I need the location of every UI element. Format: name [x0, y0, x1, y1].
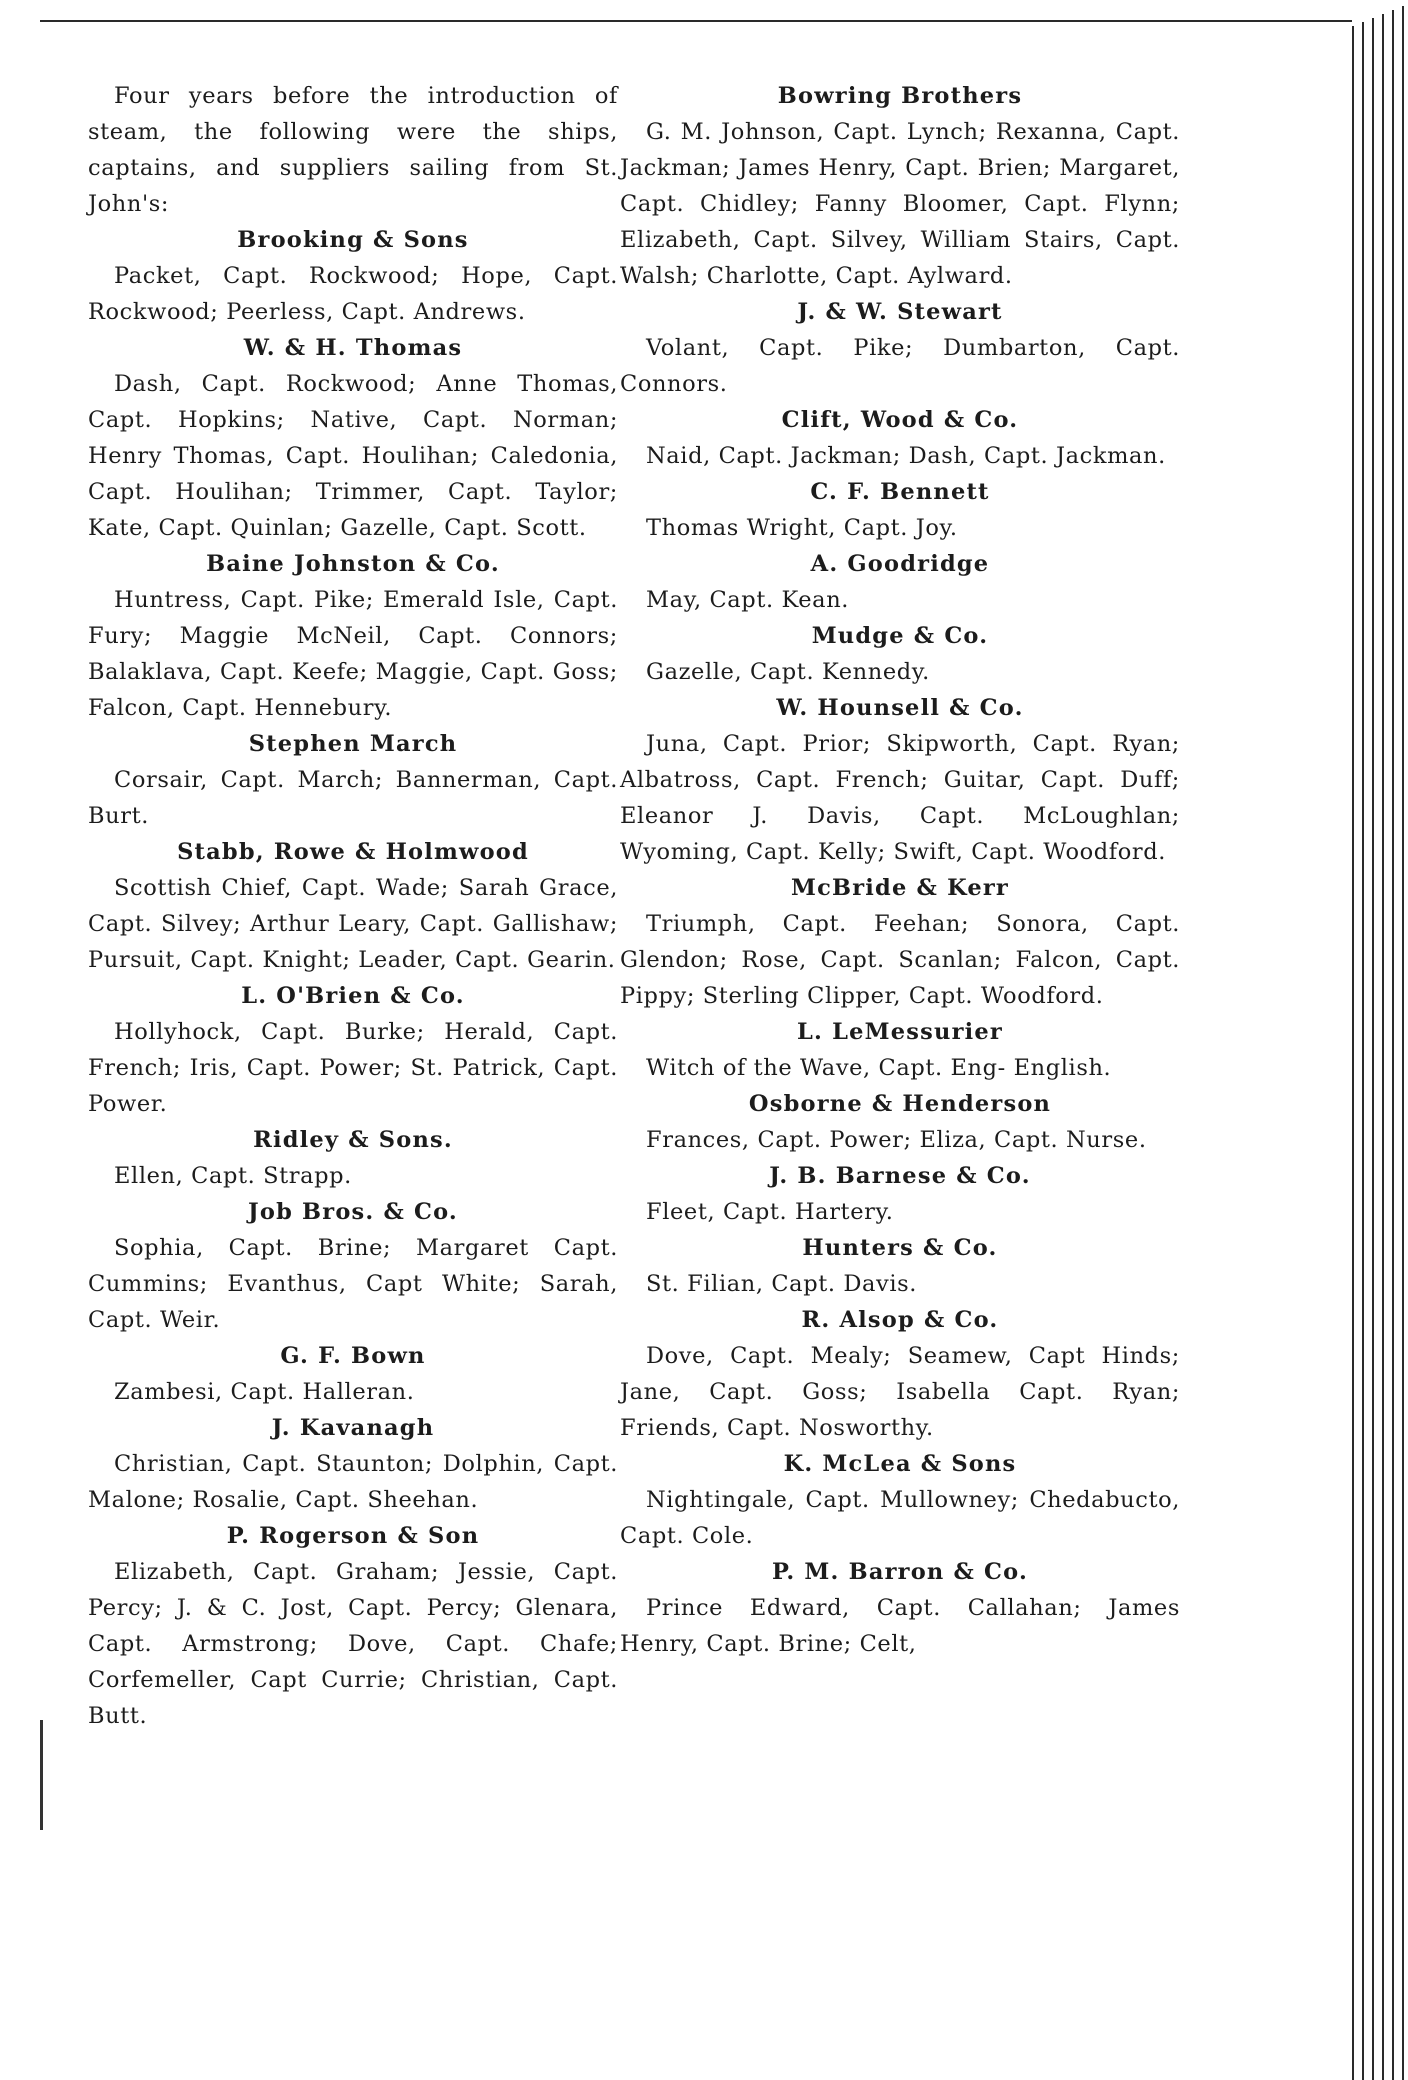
ship-list: Prince Edward, Capt. Callahan; James Henry, Capt. Brine; Celt,	[620, 1595, 1180, 1657]
ship-list: Corsair, Capt. March; Bannerman, Capt. Burt.	[88, 767, 618, 829]
ship-list: Volant, Capt. Pike; Dumbarton, Capt. Connors.	[620, 335, 1180, 397]
ship-list: Frances, Capt. Power; Eliza, Capt. Nurse.	[646, 1127, 1147, 1153]
ship-list: St. Filian, Capt. Davis.	[646, 1271, 918, 1297]
supplier-heading: Brooking & Sons	[237, 227, 469, 253]
ship-list: Fleet, Capt. Hartery.	[646, 1199, 894, 1225]
page-edge	[1392, 10, 1394, 2080]
ship-list: Triumph, Capt. Feehan; Sonora, Capt. Glendon; Rose, Capt. Scanlan; Falcon, Capt. Pippy; Sterling Clipper, Capt. Woodford.	[620, 911, 1180, 1009]
ship-list: Nightingale, Capt. Mullowney; Chedabucto, Capt. Cole.	[620, 1487, 1180, 1549]
ship-list: Christian, Capt. Staunton; Dolphin, Capt. Malone; Rosalie, Capt. Sheehan.	[88, 1451, 618, 1513]
ship-list: Thomas Wright, Capt. Joy.	[646, 515, 958, 541]
supplier-heading: A. Goodridge	[810, 551, 990, 577]
supplier-heading: J. B. Barnese & Co.	[769, 1163, 1031, 1189]
ship-list: Ellen, Capt. Strapp.	[114, 1163, 352, 1189]
supplier-heading: Baine Johnston & Co.	[206, 551, 500, 577]
supplier-heading: L. O'Brien & Co.	[241, 983, 465, 1009]
supplier-heading: Ridley & Sons.	[253, 1127, 453, 1153]
ship-list: May, Capt. Kean.	[646, 587, 850, 613]
supplier-heading: Job Bros. & Co.	[248, 1199, 458, 1225]
left-column	[88, 78, 618, 1734]
supplier-heading: McBride & Kerr	[791, 875, 1009, 901]
ship-list: Dash, Capt. Rockwood; Anne Thomas, Capt. Hopkins; Native, Capt. Norman; Henry Thomas, Capt. Houlihan; Caledonia, Capt. Houlihan; Trimmer, Capt. Taylor; Kate, Capt. Quinlan; Gazelle, Capt. Scott.	[88, 371, 618, 541]
ship-list: Witch of the Wave, Capt. Eng- English.	[646, 1055, 1112, 1081]
left-sections	[88, 222, 618, 1734]
supplier-heading: P. Rogerson & Son	[226, 1523, 480, 1549]
ship-list: Huntress, Capt. Pike; Emerald Isle, Capt. Fury; Maggie McNeil, Capt. Connors; Balaklava, Capt. Keefe; Maggie, Capt. Goss; Falcon, Capt. Hennebury.	[88, 587, 618, 721]
supplier-heading: J. Kavanagh	[271, 1415, 435, 1441]
right-column	[620, 78, 1180, 1662]
supplier-heading: L. LeMessurier	[797, 1019, 1003, 1045]
supplier-heading: W. & H. Thomas	[243, 335, 463, 361]
ship-list: Scottish Chief, Capt. Wade; Sarah Grace, Capt. Silvey; Arthur Leary, Capt. Gallishaw; Pursuit, Capt. Knight; Leader, Capt. Gearin.	[88, 875, 618, 973]
page-edge	[1402, 6, 1404, 2080]
intro-paragraph: Four years before the introduction of steam, the following were the ships, captains, and suppliers sailing from St. John's:	[88, 83, 618, 217]
page-edge	[1382, 14, 1384, 2080]
supplier-heading: Mudge & Co.	[811, 623, 989, 649]
supplier-heading: Stabb, Rowe & Holmwood	[177, 839, 529, 865]
page-edge	[1362, 22, 1364, 2080]
page-top-edge	[40, 20, 1352, 22]
margin-mark	[40, 1720, 43, 1830]
ship-list: Dove, Capt. Mealy; Seamew, Capt Hinds; Jane, Capt. Goss; Isabella Capt. Ryan; Friends, Capt. Nosworthy.	[620, 1343, 1180, 1441]
page-edge	[1352, 26, 1354, 2080]
supplier-heading: Clift, Wood & Co.	[781, 407, 1019, 433]
supplier-heading: Hunters & Co.	[802, 1235, 998, 1261]
page-edge	[1372, 18, 1374, 2080]
ship-list: Zambesi, Capt. Halleran.	[114, 1379, 415, 1405]
ship-list: Elizabeth, Capt. Graham; Jessie, Capt. Percy; J. & C. Jost, Capt. Percy; Glenara, Capt. Armstrong; Dove, Capt. Chafe; Corfemeller, Capt Currie; Christian, Capt. Butt.	[88, 1559, 618, 1729]
ship-list: Hollyhock, Capt. Burke; Herald, Capt. French; Iris, Capt. Power; St. Patrick, Capt. Power.	[88, 1019, 618, 1117]
supplier-heading: G. F. Bown	[280, 1343, 426, 1369]
ship-list: Sophia, Capt. Brine; Margaret Capt. Cummins; Evanthus, Capt White; Sarah, Capt. Weir.	[88, 1235, 618, 1333]
supplier-heading: Bowring Brothers	[777, 83, 1023, 109]
ship-list: G. M. Johnson, Capt. Lynch; Rexanna, Capt. Jackman; James Henry, Capt. Brien; Margaret, Capt. Chidley; Fanny Bloomer, Capt. Flynn; Elizabeth, Capt. Silvey, William Stairs, Capt. Walsh; Charlotte, Capt. Aylward.	[620, 119, 1180, 289]
ship-list: Packet, Capt. Rockwood; Hope, Capt. Rockwood; Peerless, Capt. Andrews.	[88, 263, 618, 325]
ship-list: Juna, Capt. Prior; Skipworth, Capt. Ryan; Albatross, Capt. French; Guitar, Capt. Duff; Eleanor J. Davis, Capt. McLoughlan; Wyoming, Capt. Kelly; Swift, Capt. Woodford.	[620, 731, 1180, 865]
supplier-heading: P. M. Barron & Co.	[771, 1559, 1029, 1585]
ship-list: Gazelle, Capt. Kennedy.	[646, 659, 930, 685]
supplier-heading: R. Alsop & Co.	[801, 1307, 999, 1333]
supplier-heading: C. F. Bennett	[810, 479, 990, 505]
supplier-heading: W. Hounsell & Co.	[776, 695, 1024, 721]
supplier-heading: K. McLea & Sons	[783, 1451, 1017, 1477]
supplier-heading: Osborne & Henderson	[748, 1091, 1052, 1117]
right-sections	[620, 78, 1180, 1662]
supplier-heading: Stephen March	[248, 731, 458, 757]
ship-list: Naid, Capt. Jackman; Dash, Capt. Jackman.	[646, 443, 1166, 469]
supplier-heading: J. & W. Stewart	[797, 299, 1003, 325]
